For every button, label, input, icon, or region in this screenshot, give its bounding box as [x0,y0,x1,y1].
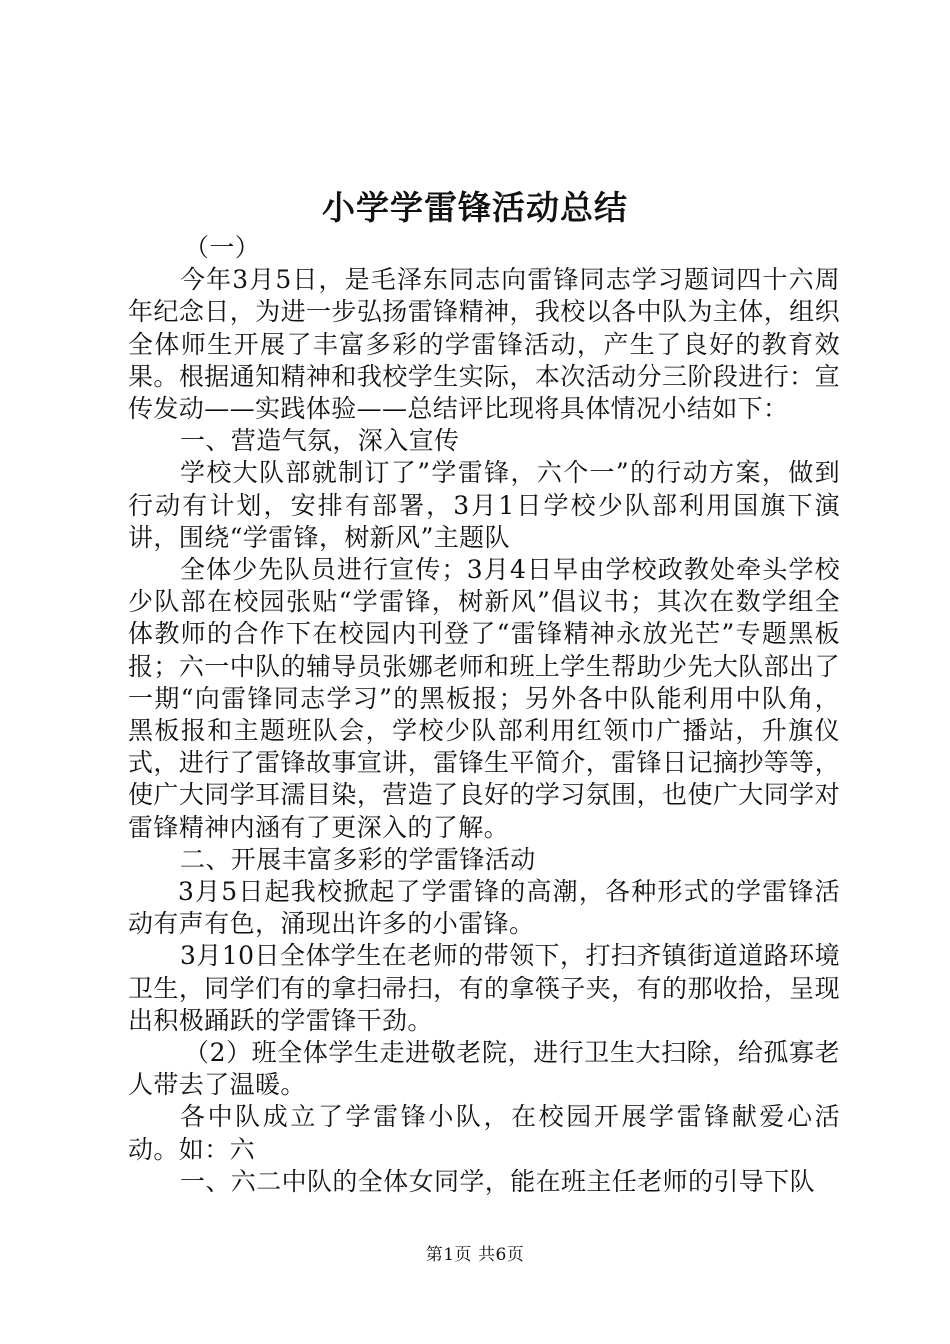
paragraph: 3月10日全体学生在老师的带领下，打扫齐镇街道道路环境卫生，同学们有的拿扫帚扫，有的拿筷子夹，有的那收拾，呈现出积极踊跃的学雷锋干劲。 [128,941,840,1035]
paragraph: 各中队成立了学雷锋小队，在校园开展学雷锋献爱心活动。如：六 [128,1102,840,1164]
paragraph: 今年3月5日，是毛泽东同志向雷锋同志学习题词四十六周年纪念日，为进一步弘扬雷锋精神，我校以各中队为主体，组织全体师生开展了丰富多彩的学雷锋活动，产生了良好的教育效果。根据通知精神和我校学生实际，本次活动分三阶段进行：宣传发动——实践体验——总结评比现将具体情况小结如下： [128,265,840,424]
paragraph: 一、六二中队的全体女同学，能在班主任老师的引导下队 [180,1166,816,1196]
section-heading: 一、营造气氛，深入宣传 [180,426,460,456]
section-heading: 二、开展丰富多彩的学雷锋活动 [180,844,536,874]
paragraph-section-marker: （一） [184,233,261,262]
paragraph: 学校大队部就制订了”学雷锋，六个一”的行动方案，做到行动有计划，安排有部署，3月1日学校少队部利用国旗下演讲，围绕“学雷锋，树新风”主题队 [128,458,840,552]
paragraph: 全体少先队员进行宣传；3月4日早由学校政教处牵头学校少队部在校园张贴“学雷锋，树新风”倡议书；其次在数学组全体教师的合作下在校园内刊登了“雷锋精神永放光芒”专题黑板报；六一中队的辅导员张娜老师和班上学生帮助少先大队部出了一期“向雷锋同志学习”的黑板报；另外各中队能利用中队角，黑板报和主题班队会，学校少队部利用红领巾广播站，升旗仪式，进行了雷锋故事宣讲，雷锋生平简介，雷锋日记摘抄等等，使广大同学耳濡目染，营造了良好的学习氛围，也使广大同学对雷锋精神内涵有了更深入的了解。 [128,555,840,842]
page-footer: 第1页 共6页 [425,1245,525,1265]
paragraph: （2）班全体学生走进敬老院，进行卫生大扫除，给孤寡老人带去了温暖。 [128,1038,840,1100]
document-body [128,232,840,1198]
paragraph: 3月5日起我校掀起了学雷锋的高潮，各种形式的学雷锋活动有声有色，涌现出许多的小雷锋。 [128,877,840,939]
document-title: 小学学雷锋活动总结 [322,188,628,227]
